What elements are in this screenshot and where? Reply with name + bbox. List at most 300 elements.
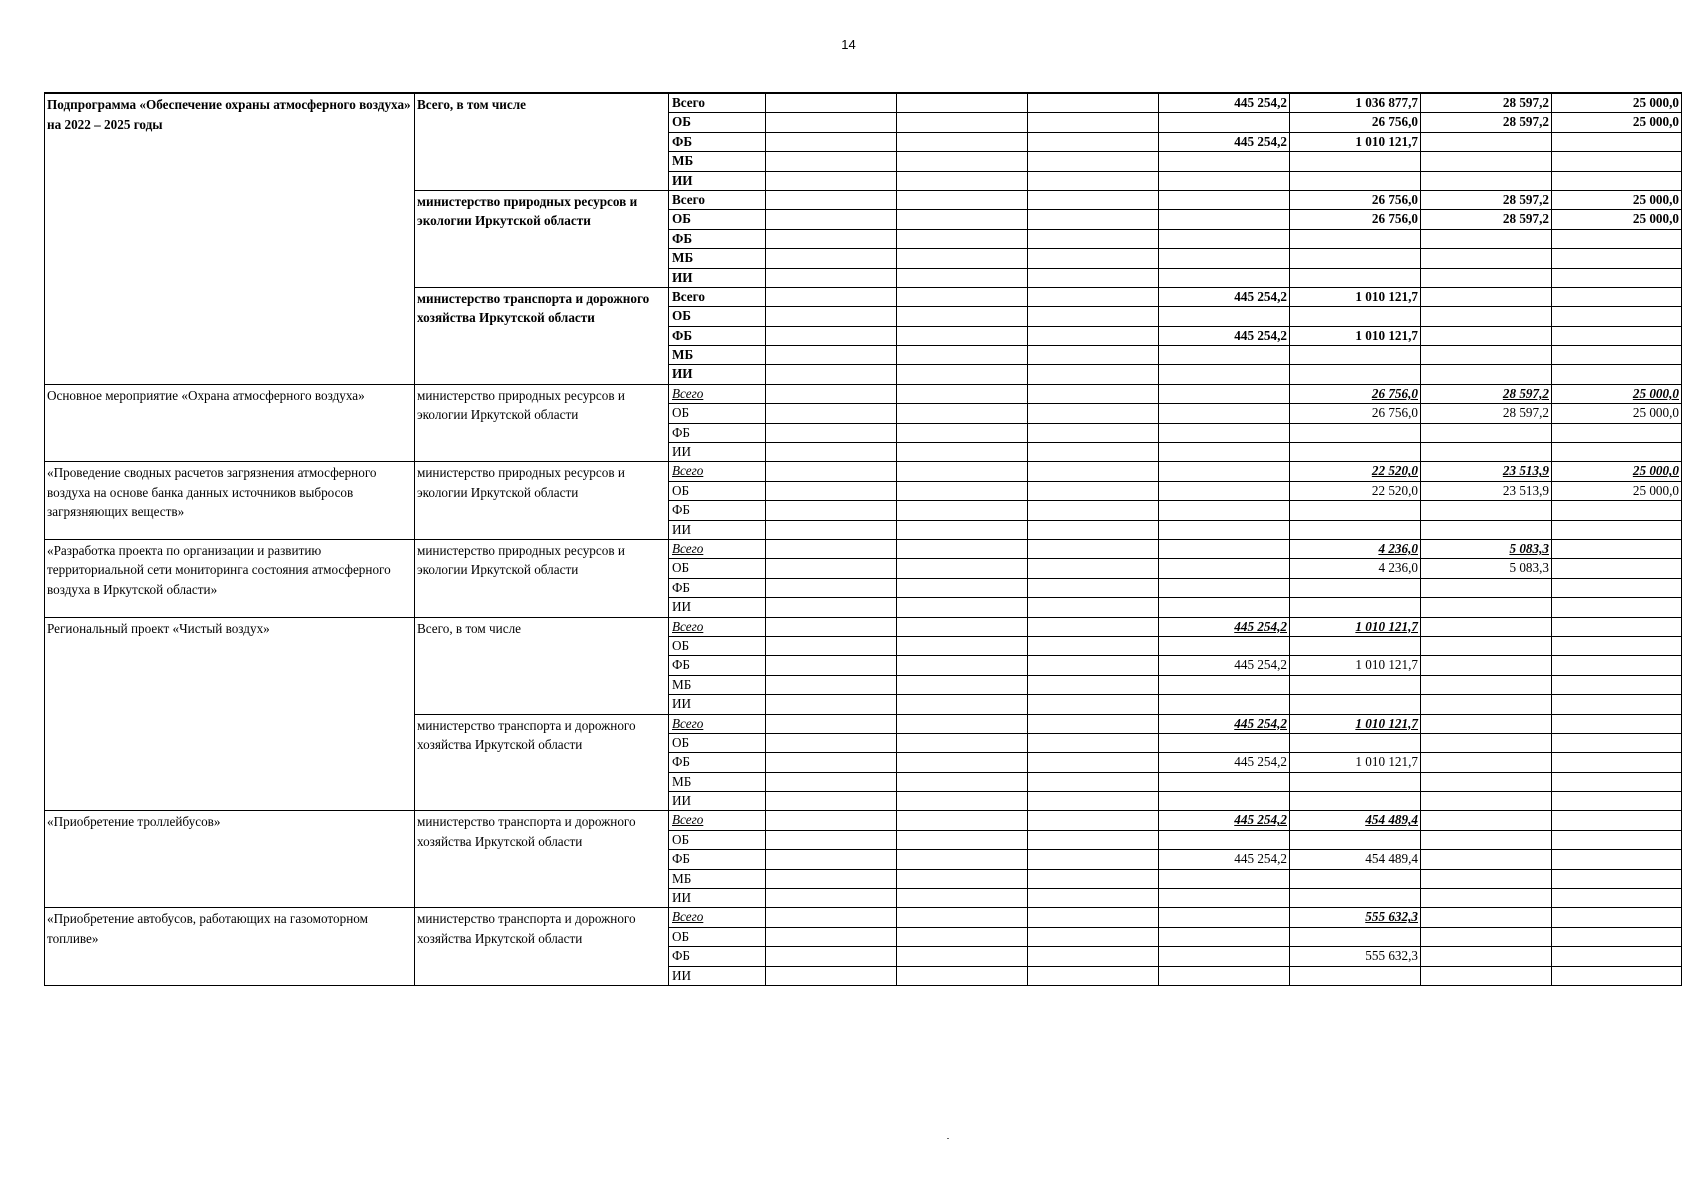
amount-cell xyxy=(1552,927,1682,946)
table-row xyxy=(45,384,1682,403)
funding-source-cell: Всего xyxy=(669,714,766,733)
empty-year-cell xyxy=(1028,811,1159,830)
program-cell: «Разработка проекта по организации и развитию территориальной сети мониторинга состояния атмосферного воздуха в Иркутской области» xyxy=(45,539,415,617)
amount-cell xyxy=(1552,636,1682,655)
empty-year-cell xyxy=(1028,268,1159,287)
amount-cell xyxy=(1421,229,1552,248)
amount-cell xyxy=(1290,598,1421,617)
empty-year-cell xyxy=(1028,307,1159,326)
empty-year-cell xyxy=(1028,714,1159,733)
funding-table xyxy=(44,92,1682,986)
amount-cell xyxy=(1159,578,1290,597)
amount-cell xyxy=(1421,636,1552,655)
empty-year-cell xyxy=(1028,404,1159,423)
amount-cell: 445 254,2 xyxy=(1159,132,1290,151)
amount-cell xyxy=(1159,443,1290,462)
empty-year-cell xyxy=(897,578,1028,597)
amount-cell xyxy=(1159,598,1290,617)
responsible-cell: министерство природных ресурсов и экологии Иркутской области xyxy=(415,384,669,462)
amount-cell: 4 236,0 xyxy=(1290,539,1421,558)
amount-cell xyxy=(1552,792,1682,811)
table-row xyxy=(45,908,1682,927)
empty-year-cell xyxy=(897,772,1028,791)
funding-source-cell: МБ xyxy=(669,346,766,365)
amount-cell xyxy=(1421,617,1552,636)
empty-year-cell xyxy=(1028,229,1159,248)
responsible-cell: Всего, в том числе xyxy=(415,617,669,714)
amount-cell: 445 254,2 xyxy=(1159,617,1290,636)
amount-cell xyxy=(1421,656,1552,675)
amount-cell xyxy=(1552,908,1682,927)
amount-cell: 1 010 121,7 xyxy=(1290,714,1421,733)
empty-year-cell xyxy=(897,539,1028,558)
funding-source-cell: ОБ xyxy=(669,113,766,132)
empty-year-cell xyxy=(1028,966,1159,985)
funding-source-cell: ИИ xyxy=(669,520,766,539)
table-row xyxy=(45,811,1682,830)
empty-year-cell xyxy=(1028,830,1159,849)
empty-year-cell xyxy=(766,249,897,268)
funding-source-cell: Всего xyxy=(669,908,766,927)
empty-year-cell xyxy=(1028,384,1159,403)
amount-cell xyxy=(1159,520,1290,539)
amount-cell: 28 597,2 xyxy=(1421,210,1552,229)
funding-source-cell: Всего xyxy=(669,617,766,636)
amount-cell xyxy=(1552,966,1682,985)
empty-year-cell xyxy=(1028,675,1159,694)
empty-year-cell xyxy=(1028,326,1159,345)
funding-source-cell: ИИ xyxy=(669,598,766,617)
amount-cell xyxy=(1552,539,1682,558)
amount-cell: 1 010 121,7 xyxy=(1290,617,1421,636)
amount-cell xyxy=(1552,365,1682,384)
amount-cell xyxy=(1290,869,1421,888)
amount-cell xyxy=(1159,190,1290,209)
empty-year-cell xyxy=(897,268,1028,287)
empty-year-cell xyxy=(766,927,897,946)
empty-year-cell xyxy=(766,229,897,248)
empty-year-cell xyxy=(766,520,897,539)
amount-cell xyxy=(1290,636,1421,655)
empty-year-cell xyxy=(1028,578,1159,597)
funding-source-cell: ИИ xyxy=(669,695,766,714)
amount-cell xyxy=(1159,733,1290,752)
empty-year-cell xyxy=(1028,792,1159,811)
funding-source-cell: ФБ xyxy=(669,753,766,772)
empty-year-cell xyxy=(897,287,1028,306)
amount-cell xyxy=(1159,346,1290,365)
amount-cell xyxy=(1290,423,1421,442)
responsible-cell: министерство транспорта и дорожного хозяйства Иркутской области xyxy=(415,714,669,811)
empty-year-cell xyxy=(766,889,897,908)
empty-year-cell xyxy=(897,733,1028,752)
empty-year-cell xyxy=(897,190,1028,209)
amount-cell xyxy=(1159,229,1290,248)
empty-year-cell xyxy=(897,249,1028,268)
empty-year-cell xyxy=(897,947,1028,966)
empty-year-cell xyxy=(897,830,1028,849)
empty-year-cell xyxy=(766,733,897,752)
amount-cell xyxy=(1159,772,1290,791)
amount-cell: 1 036 877,7 xyxy=(1290,93,1421,113)
amount-cell xyxy=(1421,326,1552,345)
amount-cell xyxy=(1421,733,1552,752)
amount-cell xyxy=(1421,365,1552,384)
empty-year-cell xyxy=(766,326,897,345)
amount-cell xyxy=(1421,772,1552,791)
funding-source-cell: ФБ xyxy=(669,656,766,675)
amount-cell xyxy=(1159,869,1290,888)
amount-cell xyxy=(1159,171,1290,190)
amount-cell: 26 756,0 xyxy=(1290,190,1421,209)
amount-cell xyxy=(1552,850,1682,869)
empty-year-cell xyxy=(766,384,897,403)
empty-year-cell xyxy=(897,229,1028,248)
amount-cell: 454 489,4 xyxy=(1290,850,1421,869)
empty-year-cell xyxy=(1028,656,1159,675)
empty-year-cell xyxy=(897,753,1028,772)
amount-cell: 25 000,0 xyxy=(1552,481,1682,500)
empty-year-cell xyxy=(1028,889,1159,908)
amount-cell xyxy=(1421,908,1552,927)
empty-year-cell xyxy=(766,675,897,694)
amount-cell xyxy=(1421,132,1552,151)
funding-source-cell: МБ xyxy=(669,675,766,694)
amount-cell xyxy=(1290,792,1421,811)
amount-cell: 454 489,4 xyxy=(1290,811,1421,830)
amount-cell: 445 254,2 xyxy=(1159,850,1290,869)
amount-cell xyxy=(1552,152,1682,171)
amount-cell: 25 000,0 xyxy=(1552,384,1682,403)
empty-year-cell xyxy=(897,501,1028,520)
empty-year-cell xyxy=(1028,249,1159,268)
amount-cell xyxy=(1552,772,1682,791)
empty-year-cell xyxy=(1028,772,1159,791)
funding-source-cell: МБ xyxy=(669,249,766,268)
funding-source-cell: Всего xyxy=(669,384,766,403)
amount-cell: 25 000,0 xyxy=(1552,404,1682,423)
amount-cell xyxy=(1159,947,1290,966)
amount-cell xyxy=(1421,307,1552,326)
scan-speck xyxy=(947,1138,949,1139)
empty-year-cell xyxy=(1028,346,1159,365)
empty-year-cell xyxy=(766,93,897,113)
responsible-cell: министерство транспорта и дорожного хозяйства Иркутской области xyxy=(415,811,669,908)
amount-cell xyxy=(1290,249,1421,268)
empty-year-cell xyxy=(766,966,897,985)
amount-cell xyxy=(1159,792,1290,811)
empty-year-cell xyxy=(766,171,897,190)
amount-cell: 25 000,0 xyxy=(1552,210,1682,229)
program-cell: «Приобретение автобусов, работающих на газомоторном топливе» xyxy=(45,908,415,986)
amount-cell xyxy=(1552,830,1682,849)
empty-year-cell xyxy=(766,462,897,481)
amount-cell xyxy=(1552,714,1682,733)
empty-year-cell xyxy=(897,695,1028,714)
amount-cell xyxy=(1552,733,1682,752)
amount-cell: 26 756,0 xyxy=(1290,384,1421,403)
empty-year-cell xyxy=(897,966,1028,985)
amount-cell xyxy=(1421,753,1552,772)
empty-year-cell xyxy=(1028,927,1159,946)
program-cell: Региональный проект «Чистый воздух» xyxy=(45,617,415,811)
amount-cell xyxy=(1159,889,1290,908)
empty-year-cell xyxy=(897,384,1028,403)
amount-cell xyxy=(1552,287,1682,306)
amount-cell xyxy=(1159,636,1290,655)
empty-year-cell xyxy=(766,772,897,791)
funding-source-cell: ОБ xyxy=(669,830,766,849)
amount-cell: 28 597,2 xyxy=(1421,93,1552,113)
amount-cell: 22 520,0 xyxy=(1290,481,1421,500)
empty-year-cell xyxy=(1028,850,1159,869)
amount-cell xyxy=(1421,869,1552,888)
funding-source-cell: ОБ xyxy=(669,733,766,752)
empty-year-cell xyxy=(766,714,897,733)
amount-cell xyxy=(1421,249,1552,268)
amount-cell xyxy=(1421,520,1552,539)
empty-year-cell xyxy=(897,850,1028,869)
empty-year-cell xyxy=(766,656,897,675)
empty-year-cell xyxy=(1028,443,1159,462)
empty-year-cell xyxy=(766,346,897,365)
funding-source-cell: ФБ xyxy=(669,326,766,345)
funding-source-cell: ИИ xyxy=(669,268,766,287)
amount-cell: 5 083,3 xyxy=(1421,539,1552,558)
amount-cell: 25 000,0 xyxy=(1552,113,1682,132)
empty-year-cell xyxy=(766,811,897,830)
amount-cell xyxy=(1552,617,1682,636)
amount-cell xyxy=(1421,695,1552,714)
amount-cell xyxy=(1421,811,1552,830)
empty-year-cell xyxy=(897,307,1028,326)
empty-year-cell xyxy=(897,656,1028,675)
empty-year-cell xyxy=(1028,423,1159,442)
amount-cell xyxy=(1290,443,1421,462)
amount-cell xyxy=(1290,501,1421,520)
amount-cell xyxy=(1290,171,1421,190)
amount-cell xyxy=(1159,404,1290,423)
amount-cell xyxy=(1159,908,1290,927)
amount-cell: 1 010 121,7 xyxy=(1290,753,1421,772)
funding-source-cell: МБ xyxy=(669,772,766,791)
program-cell: Основное мероприятие «Охрана атмосферного воздуха» xyxy=(45,384,415,462)
funding-source-cell: ОБ xyxy=(669,404,766,423)
empty-year-cell xyxy=(766,539,897,558)
amount-cell xyxy=(1159,152,1290,171)
empty-year-cell xyxy=(766,947,897,966)
empty-year-cell xyxy=(766,598,897,617)
table-row xyxy=(45,462,1682,481)
table-row xyxy=(45,93,1682,113)
empty-year-cell xyxy=(1028,152,1159,171)
amount-cell xyxy=(1290,695,1421,714)
amount-cell xyxy=(1552,132,1682,151)
amount-cell xyxy=(1421,598,1552,617)
empty-year-cell xyxy=(1028,93,1159,113)
funding-source-cell: Всего xyxy=(669,93,766,113)
empty-year-cell xyxy=(766,636,897,655)
empty-year-cell xyxy=(897,132,1028,151)
empty-year-cell xyxy=(766,365,897,384)
amount-cell: 28 597,2 xyxy=(1421,384,1552,403)
empty-year-cell xyxy=(766,190,897,209)
amount-cell: 445 254,2 xyxy=(1159,287,1290,306)
empty-year-cell xyxy=(766,617,897,636)
amount-cell: 1 010 121,7 xyxy=(1290,656,1421,675)
table-row xyxy=(45,539,1682,558)
amount-cell xyxy=(1290,733,1421,752)
funding-source-cell: ФБ xyxy=(669,501,766,520)
amount-cell xyxy=(1159,830,1290,849)
table-body xyxy=(45,93,1682,985)
amount-cell xyxy=(1421,927,1552,946)
amount-cell xyxy=(1552,501,1682,520)
empty-year-cell xyxy=(1028,520,1159,539)
amount-cell xyxy=(1421,443,1552,462)
funding-source-cell: ОБ xyxy=(669,927,766,946)
empty-year-cell xyxy=(1028,132,1159,151)
funding-source-cell: ФБ xyxy=(669,578,766,597)
empty-year-cell xyxy=(1028,171,1159,190)
empty-year-cell xyxy=(766,287,897,306)
funding-source-cell: ФБ xyxy=(669,423,766,442)
empty-year-cell xyxy=(1028,753,1159,772)
amount-cell: 555 632,3 xyxy=(1290,947,1421,966)
empty-year-cell xyxy=(1028,190,1159,209)
empty-year-cell xyxy=(1028,113,1159,132)
empty-year-cell xyxy=(897,462,1028,481)
empty-year-cell xyxy=(897,365,1028,384)
empty-year-cell xyxy=(897,927,1028,946)
empty-year-cell xyxy=(766,908,897,927)
amount-cell xyxy=(1159,210,1290,229)
amount-cell xyxy=(1552,443,1682,462)
funding-source-cell: ОБ xyxy=(669,559,766,578)
amount-cell: 22 520,0 xyxy=(1290,462,1421,481)
empty-year-cell xyxy=(897,443,1028,462)
amount-cell xyxy=(1290,307,1421,326)
empty-year-cell xyxy=(897,210,1028,229)
responsible-cell: министерство природных ресурсов и экологии Иркутской области xyxy=(415,539,669,617)
funding-source-cell: Всего xyxy=(669,811,766,830)
funding-source-cell: ОБ xyxy=(669,210,766,229)
amount-cell xyxy=(1552,889,1682,908)
empty-year-cell xyxy=(897,869,1028,888)
amount-cell xyxy=(1159,927,1290,946)
program-cell: «Приобретение троллейбусов» xyxy=(45,811,415,908)
amount-cell xyxy=(1159,384,1290,403)
empty-year-cell xyxy=(1028,908,1159,927)
empty-year-cell xyxy=(1028,539,1159,558)
amount-cell: 25 000,0 xyxy=(1552,93,1682,113)
amount-cell xyxy=(1159,481,1290,500)
amount-cell xyxy=(1552,268,1682,287)
amount-cell xyxy=(1552,695,1682,714)
amount-cell xyxy=(1159,501,1290,520)
empty-year-cell xyxy=(766,695,897,714)
empty-year-cell xyxy=(766,307,897,326)
amount-cell xyxy=(1552,423,1682,442)
empty-year-cell xyxy=(897,481,1028,500)
amount-cell xyxy=(1159,113,1290,132)
amount-cell xyxy=(1159,462,1290,481)
funding-source-cell: ИИ xyxy=(669,365,766,384)
empty-year-cell xyxy=(766,753,897,772)
amount-cell xyxy=(1552,326,1682,345)
empty-year-cell xyxy=(897,152,1028,171)
empty-year-cell xyxy=(897,617,1028,636)
funding-source-cell: ИИ xyxy=(669,443,766,462)
empty-year-cell xyxy=(897,113,1028,132)
empty-year-cell xyxy=(766,113,897,132)
amount-cell xyxy=(1552,656,1682,675)
table-row xyxy=(45,617,1682,636)
empty-year-cell xyxy=(897,675,1028,694)
empty-year-cell xyxy=(766,423,897,442)
amount-cell xyxy=(1290,268,1421,287)
amount-cell xyxy=(1421,792,1552,811)
amount-cell: 25 000,0 xyxy=(1552,462,1682,481)
empty-year-cell xyxy=(897,171,1028,190)
amount-cell xyxy=(1290,830,1421,849)
funding-source-cell: ИИ xyxy=(669,966,766,985)
funding-source-cell: ИИ xyxy=(669,889,766,908)
empty-year-cell xyxy=(897,889,1028,908)
responsible-cell: Всего, в том числе xyxy=(415,93,669,190)
amount-cell xyxy=(1421,578,1552,597)
amount-cell: 4 236,0 xyxy=(1290,559,1421,578)
empty-year-cell xyxy=(766,268,897,287)
amount-cell xyxy=(1552,346,1682,365)
amount-cell: 26 756,0 xyxy=(1290,210,1421,229)
empty-year-cell xyxy=(1028,636,1159,655)
amount-cell: 445 254,2 xyxy=(1159,753,1290,772)
empty-year-cell xyxy=(1028,462,1159,481)
amount-cell: 1 010 121,7 xyxy=(1290,326,1421,345)
responsible-cell: министерство транспорта и дорожного хозяйства Иркутской области xyxy=(415,908,669,986)
funding-source-cell: ОБ xyxy=(669,481,766,500)
amount-cell xyxy=(1421,423,1552,442)
empty-year-cell xyxy=(766,850,897,869)
amount-cell xyxy=(1290,772,1421,791)
empty-year-cell xyxy=(766,152,897,171)
empty-year-cell xyxy=(766,404,897,423)
empty-year-cell xyxy=(897,520,1028,539)
amount-cell xyxy=(1552,675,1682,694)
amount-cell xyxy=(1290,152,1421,171)
amount-cell xyxy=(1159,559,1290,578)
empty-year-cell xyxy=(897,598,1028,617)
empty-year-cell xyxy=(1028,481,1159,500)
empty-year-cell xyxy=(1028,287,1159,306)
amount-cell: 445 254,2 xyxy=(1159,811,1290,830)
funding-source-cell: ОБ xyxy=(669,636,766,655)
empty-year-cell xyxy=(897,811,1028,830)
funding-source-cell: МБ xyxy=(669,152,766,171)
funding-source-cell: Всего xyxy=(669,190,766,209)
amount-cell xyxy=(1421,889,1552,908)
amount-cell xyxy=(1159,365,1290,384)
amount-cell: 26 756,0 xyxy=(1290,404,1421,423)
empty-year-cell xyxy=(766,830,897,849)
empty-year-cell xyxy=(1028,617,1159,636)
amount-cell xyxy=(1552,171,1682,190)
amount-cell xyxy=(1159,695,1290,714)
amount-cell xyxy=(1552,753,1682,772)
responsible-cell: министерство природных ресурсов и экологии Иркутской области xyxy=(415,190,669,287)
amount-cell xyxy=(1290,229,1421,248)
